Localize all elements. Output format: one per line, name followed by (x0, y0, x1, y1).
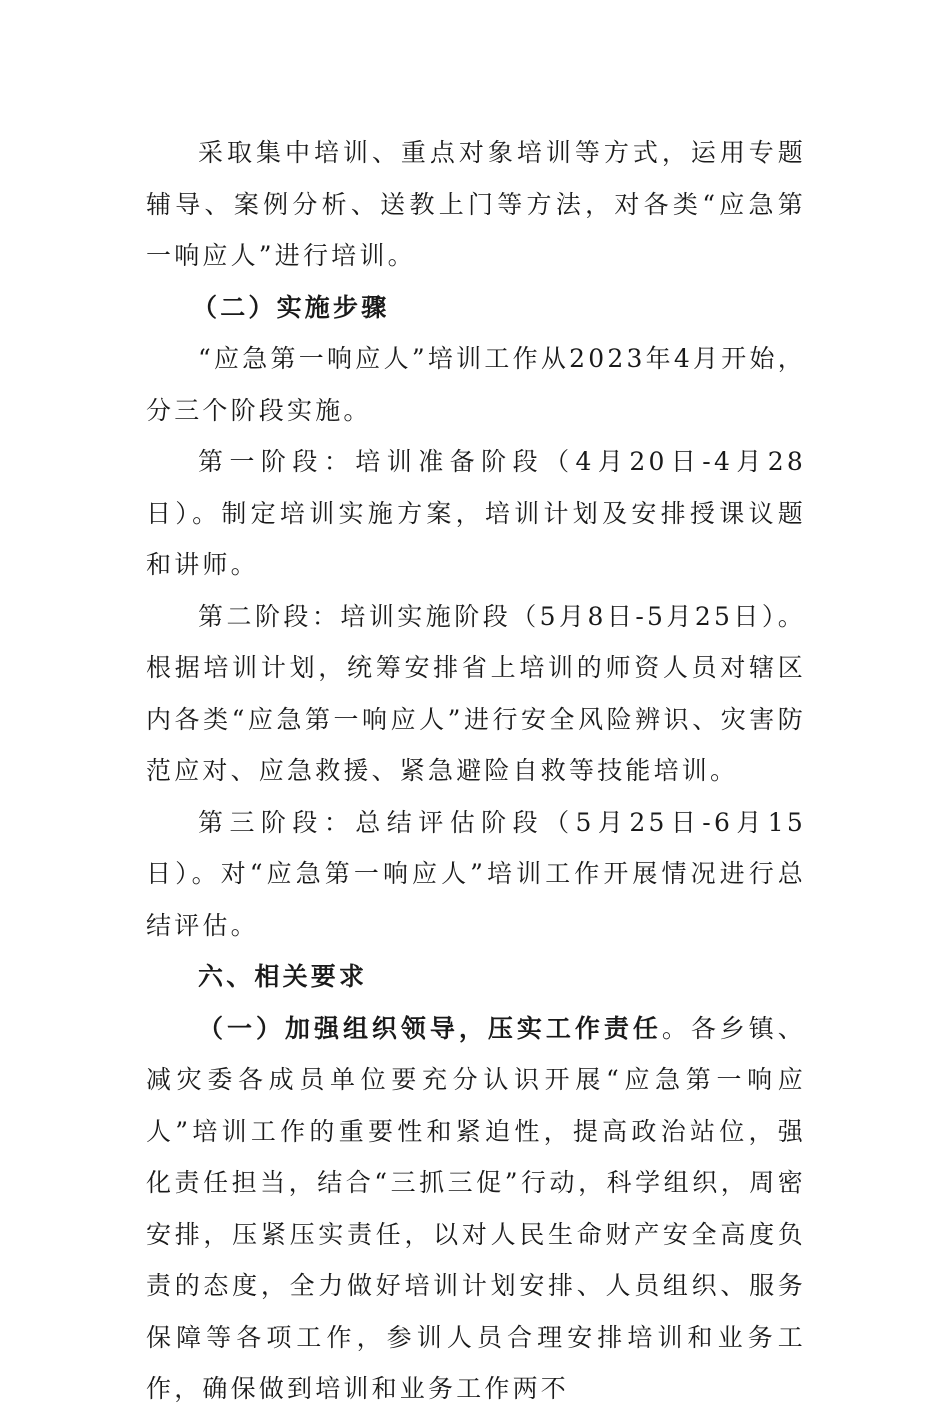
paragraph-training-start: “应急第一响应人”培训工作从2023年4月开始，分三个阶段实施。 (146, 344, 806, 425)
paragraph-phase-one: 第一阶段：培训准备阶段（4月20日-4月28日）。制定培训实施方案，培训计划及安排授课议题和讲师。 (146, 447, 806, 579)
document-body (146, 127, 806, 1415)
section-heading-implementation-steps: （二）实施步骤 (192, 292, 390, 322)
paragraph-training-methods: 采取集中培训、重点对象培训等方式，运用专题辅导、案例分析、送教上门等方法，对各类“应急第一响应人”进行培训。 (146, 138, 806, 270)
paragraph-organization-leadership (146, 1003, 806, 1415)
paragraph-phase-three: 第三阶段：总结评估阶段（5月25日-6月15日）。对“应急第一响应人”培训工作开展情况进行总结评估。 (146, 807, 806, 940)
paragraph-lead-heading: （一）加强组织领导，压实工作责任 (198, 1013, 662, 1043)
paragraph-phase-two: 第二阶段：培训实施阶段（5月8日-5月25日）。根据培训计划，统筹安排省上培训的师资人员对辖区内各类“应急第一响应人”进行安全风险辨识、灾害防范应对、应急救援、紧急避险自救等技能培训。 (146, 601, 806, 785)
paragraph-lead-body: 。各乡镇、减灾委各成员单位要充分认识开展“应急第一响应人”培训工作的重要性和紧迫性，提高政治站位，强化责任担当，结合“三抓三促”行动，科学组织，周密安排，压紧压实责任，以对人民生命财产安全高度负责的态度，全力做好培训计划安排、人员组织、服务保障等各项工作，参训人员合理安排培训和业务工作，确保做到培训和业务工作两不 (146, 1013, 806, 1403)
section-heading-requirements: 六、相关要求 (198, 962, 368, 991)
